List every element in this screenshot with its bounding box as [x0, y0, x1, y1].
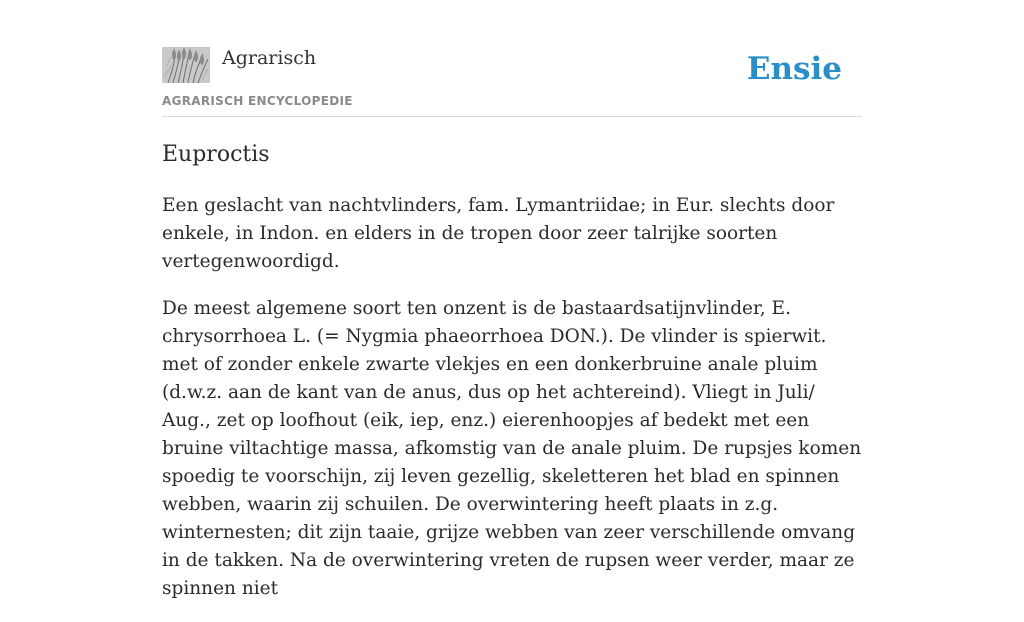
article-title: Euproctis [162, 142, 270, 167]
source-name[interactable]: Agrarisch [222, 47, 317, 69]
wheat-image-icon[interactable] [162, 47, 210, 83]
paragraph: Een geslacht van nachtvlinders, fam. Lymantriidae; in Eur. slechts door enkele, in Indon. en elders in de tropen door zeer talrijke soorten vertegenwoordigd. [162, 195, 835, 272]
article-body [162, 192, 862, 622]
brand-logo[interactable]: Ensie [746, 51, 842, 87]
source-subtitle[interactable]: AGRARISCH ENCYCLOPEDIE [162, 94, 353, 108]
page [162, 0, 862, 599]
header [162, 0, 862, 117]
paragraph: De meest algemene soort ten onzent is de bastaardsatijnvlinder, E. chrysorrhoea L. (= Nygmia phaeorrhoea DON.). De vlinder is spierwit. met of zonder enkele zwarte vlekjes en een donkerbruine anale pluim (d.w.z. aan de kant van de anus, dus op het achtereind). Vliegt in Juli/ Aug., zet op loofhout (eik, iep, enz.) eierenhoopjes af bedekt met een bruine viltachtige massa, afkomstig van de anale pluim. De rupsjes komen spoedig te voorschijn, zij leven gezellig, skeletteren het blad en spinnen webben, waarin zij schuilen. De overwintering heeft plaats in z.g. winternesten; dit zijn taaie, grijze webben van zeer verschillende omvang in de takken. Na de overwintering vreten de rupsen weer verder, maar ze spinnen niet [162, 298, 862, 599]
